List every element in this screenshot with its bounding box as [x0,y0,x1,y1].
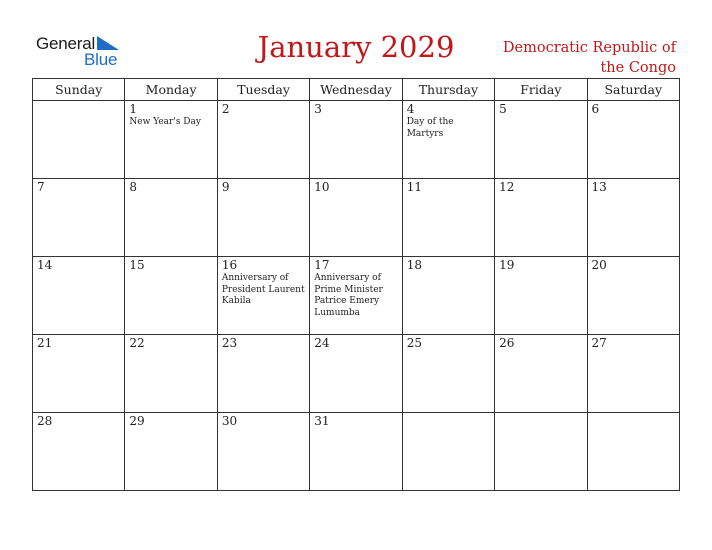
day-number: 5 [499,102,507,116]
day-number: 30 [221,414,238,428]
day-cell [33,335,125,413]
day-number: 14 [37,258,53,272]
weekday-header: Sunday [33,79,125,101]
week-row [33,413,680,491]
day-number: 2 [221,102,230,116]
day-number [403,413,494,415]
day-number: 1 [129,102,138,116]
day-cell [125,257,217,335]
day-cell [402,179,494,257]
holiday-label: New Year's Day [129,117,201,127]
day-number: 9 [221,180,230,194]
day-cell [310,179,402,257]
day-cell [402,257,494,335]
week-row [33,335,680,413]
day-cell [125,413,217,491]
weekday-header: Wednesday [310,79,402,101]
day-number: 22 [129,336,145,350]
weekday-header: Saturday [587,79,679,101]
day-cell [587,257,679,335]
week-row [33,257,680,335]
weekday-header: Monday [125,79,217,101]
day-cell [495,257,587,335]
day-number [495,413,586,415]
day-number: 13 [591,180,607,194]
day-number: 12 [499,180,515,194]
day-number: 16 [221,258,238,272]
weekday-header: Friday [495,79,587,101]
day-number: 29 [129,414,145,428]
day-number [33,101,124,103]
day-cell [495,413,587,491]
day-number: 24 [314,336,330,350]
day-number: 8 [129,180,138,194]
calendar-grid [32,78,680,491]
day-cell [495,101,587,179]
day-cell [402,335,494,413]
weekday-header: Thursday [402,79,494,101]
day-cell [310,101,402,179]
day-number: 26 [499,336,515,350]
day-number: 4 [406,102,415,116]
day-number: 19 [499,258,515,272]
holiday-label: Anniversary of Prime Minister Patrice Emery Lumumba [314,273,383,318]
day-number: 28 [37,414,53,428]
country-name: Democratic Republic of the Congo [502,40,676,76]
logo-word-general: General [36,34,96,53]
day-number: 23 [221,336,238,350]
day-cell [495,335,587,413]
week-row [33,179,680,257]
day-cell [217,335,309,413]
day-cell [310,257,402,335]
day-number: 10 [314,180,330,194]
day-cell [310,335,402,413]
day-cell [217,257,309,335]
calendar-body [33,101,680,491]
day-cell [33,101,125,179]
day-number: 17 [314,258,330,272]
holiday-label: Day of the Martyrs [406,117,454,139]
day-cell [587,101,679,179]
day-number: 18 [406,258,422,272]
day-number: 11 [406,180,422,194]
day-number: 20 [591,258,607,272]
day-number: 6 [591,102,600,116]
holiday-label: Anniversary of President Laurent Kabila [221,273,305,306]
day-cell [587,413,679,491]
weekday-header-row [33,79,680,101]
day-cell [217,179,309,257]
day-cell [217,413,309,491]
day-cell [587,335,679,413]
brand-logo [36,34,136,70]
day-cell [33,179,125,257]
logo-word-blue: Blue [84,50,118,69]
day-cell [125,335,217,413]
day-number: 3 [314,102,322,116]
week-row [33,101,680,179]
day-number: 7 [37,180,45,194]
day-number [588,413,679,415]
day-cell [125,101,217,179]
day-cell [310,413,402,491]
day-cell [33,257,125,335]
day-number: 21 [37,336,53,350]
day-cell [33,413,125,491]
day-cell [125,179,217,257]
calendar-title: January 2029 [257,30,455,64]
day-number: 25 [406,336,422,350]
day-number: 15 [129,258,145,272]
day-cell [587,179,679,257]
day-number: 27 [591,336,607,350]
day-cell [495,179,587,257]
day-cell [402,413,494,491]
day-number: 31 [314,414,330,428]
day-cell [217,101,309,179]
weekday-header: Tuesday [217,79,309,101]
day-cell [402,101,494,179]
